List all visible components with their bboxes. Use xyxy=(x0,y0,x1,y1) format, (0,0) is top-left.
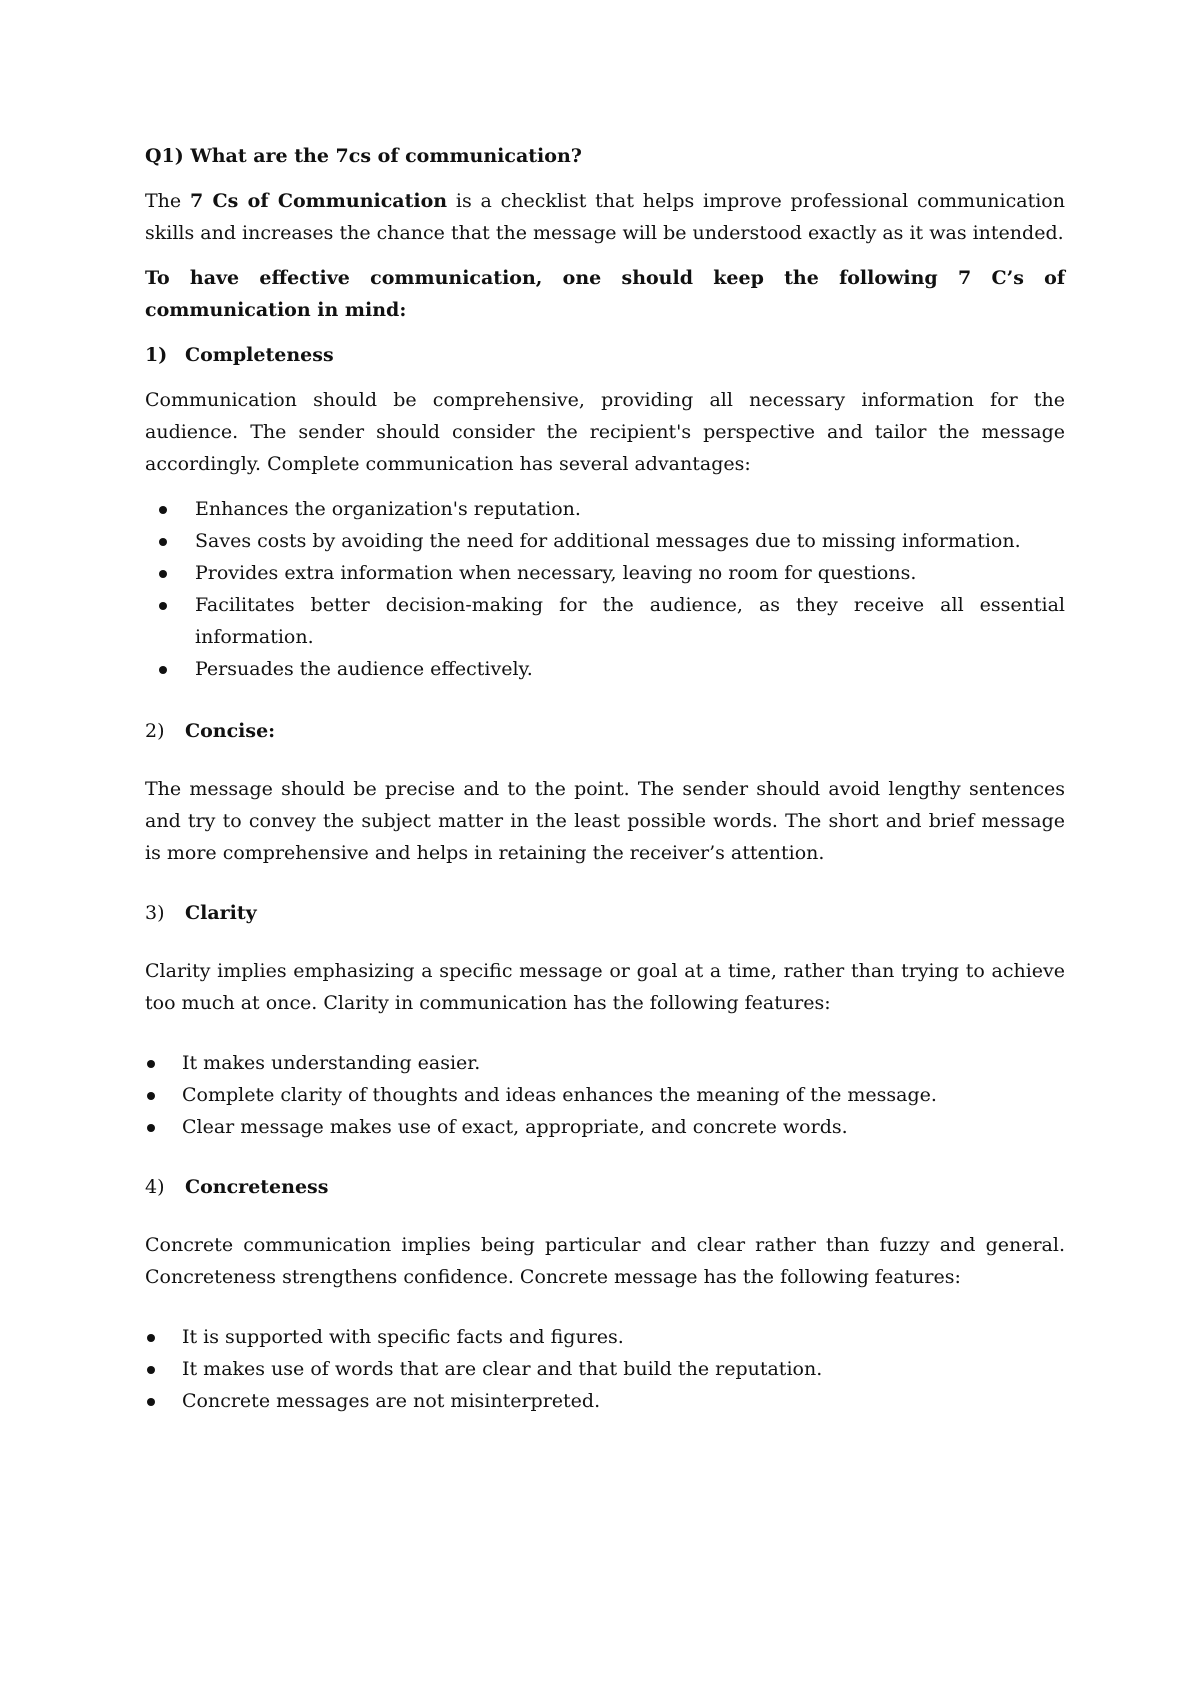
list-item: Provides extra information when necessary, leaving no room for questions. xyxy=(145,557,1065,589)
list-item: Facilitates better decision-making for the audience, as they receive all essential information. xyxy=(145,589,1065,653)
section-title: Clarity xyxy=(185,902,257,924)
list-item: Enhances the organization's reputation. xyxy=(145,493,1065,525)
question-heading: Q1) What are the 7cs of communication? xyxy=(145,145,582,167)
list-item: Concrete messages are not misinterpreted. xyxy=(145,1385,1065,1417)
list-item: Clear message makes use of exact, appropriate, and concrete words. xyxy=(145,1111,1065,1143)
list-item: Complete clarity of thoughts and ideas enhances the meaning of the message. xyxy=(145,1079,1065,1111)
section-body-concise: The message should be precise and to the point. The sender should avoid lengthy sentences and try to convey the subject matter in the least possible words. The short and brief message is more comprehensive and helps in retaining the receiver’s attention. xyxy=(145,778,1065,864)
section-body-clarity: Clarity implies emphasizing a specific message or goal at a time, rather than trying to achieve too much at once. Clarity in communication has the following features: xyxy=(145,960,1065,1014)
document-page xyxy=(145,140,1065,1417)
section-number: 4) xyxy=(145,1176,165,1198)
list-item: It makes understanding easier. xyxy=(145,1047,1065,1079)
list-item: Saves costs by avoiding the need for additional messages due to missing information. xyxy=(145,525,1065,557)
bullet-list-concreteness xyxy=(145,1321,1065,1417)
intro-bold-term: 7 Cs of Communication xyxy=(189,190,448,212)
section-number: 3) xyxy=(145,902,165,924)
bullet-list-clarity xyxy=(145,1047,1065,1143)
lead-paragraph: To have effective communication, one should keep the following 7 C’s of communication in mind: xyxy=(145,267,1065,321)
section-heading-completeness xyxy=(145,339,1065,371)
list-item: Persuades the audience effectively. xyxy=(145,653,1065,685)
list-item: It is supported with specific facts and figures. xyxy=(145,1321,1065,1353)
intro-paragraph: The 7 Cs of Communication is a checklist that helps improve professional communication skills and increases the chance that the message will be understood exactly as it was intended. xyxy=(145,190,1065,244)
section-number: 2) xyxy=(145,720,165,742)
section-heading-clarity xyxy=(145,897,1065,929)
list-item: It makes use of words that are clear and that build the reputation. xyxy=(145,1353,1065,1385)
section-number: 1) xyxy=(145,344,168,366)
section-title: Concreteness xyxy=(185,1176,329,1198)
bullet-list-completeness xyxy=(145,493,1065,685)
section-title: Completeness xyxy=(185,344,334,366)
section-heading-concreteness xyxy=(145,1171,1065,1203)
section-body-concreteness: Concrete communication implies being particular and clear rather than fuzzy and general. Concreteness strengthens confidence. Concrete message has the following features: xyxy=(145,1234,1065,1288)
section-body-completeness: Communication should be comprehensive, providing all necessary information for the audience. The sender should consider the recipient's perspective and tailor the message accordingly. Complete communication has several advantages: xyxy=(145,389,1065,475)
section-title: Concise: xyxy=(185,720,276,742)
section-heading-concise xyxy=(145,715,1065,747)
